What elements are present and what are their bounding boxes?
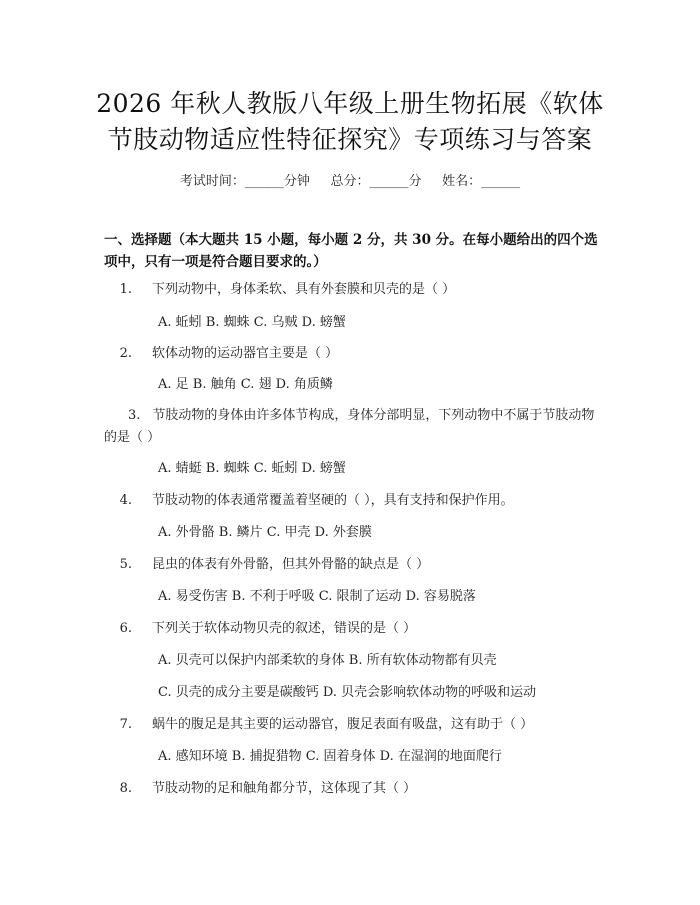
question-7-options: A. 感知环境 B. 捕捉猎物 C. 固着身体 D. 在湿润的地面爬行 bbox=[158, 749, 502, 764]
question-number: 7. bbox=[119, 717, 132, 732]
question-text: 下列动物中，身体柔软、具有外套膜和贝壳的是（ ） bbox=[152, 282, 456, 297]
question-number: 2. bbox=[119, 346, 132, 361]
question-number: 4. bbox=[119, 493, 132, 508]
question-6-options-line-1: A. 贝壳可以保护内部柔软的身体 B. 所有软体动物都有贝壳 bbox=[158, 653, 497, 668]
title-line-2: 节肢动物适应性特征探究》专项练习与答案 bbox=[107, 125, 593, 154]
question-7 bbox=[104, 714, 604, 736]
question-text: 蜗牛的腹足是其主要的运动器官，腹足表面有吸盘，这有助于（ ） bbox=[152, 717, 534, 732]
question-6 bbox=[104, 618, 604, 640]
question-number: 6. bbox=[119, 621, 132, 636]
question-text: 节肢动物的身体由许多体节构成，身体分部明显，下列动物中不属于节肢动物的是（ ） bbox=[104, 408, 595, 445]
question-2-options: A. 足 B. 触角 C. 翅 D. 角质鳞 bbox=[158, 377, 333, 392]
question-4-options: A. 外骨骼 B. 鳞片 C. 甲壳 D. 外套膜 bbox=[158, 525, 372, 540]
question-1-options: A. 蚯蚓 B. 蜘蛛 C. 乌贼 D. 螃蟹 bbox=[158, 315, 346, 330]
question-8 bbox=[104, 778, 604, 800]
question-number: 5. bbox=[119, 557, 132, 572]
question-text: 昆虫的体表有外骨骼，但其外骨骼的缺点是（ ） bbox=[152, 557, 430, 572]
question-3 bbox=[104, 405, 604, 449]
question-number: 1. bbox=[119, 282, 132, 297]
section-heading: 一、选择题（本大题共 15 小题，每小题 2 分，共 30 分。在每小题给出的四个选项中，只有一项是符合题目要求的。） bbox=[104, 232, 598, 270]
question-number: 3. bbox=[128, 408, 141, 423]
question-1 bbox=[104, 279, 604, 301]
title-line-1: 2026 年秋人教版八年级上册生物拓展《软体 bbox=[96, 89, 604, 118]
question-text: 节肢动物的足和触角都分节，这体现了其（ ） bbox=[152, 781, 417, 796]
question-5-options: A. 易受伤害 B. 不利于呼吸 C. 限制了运动 D. 容易脱落 bbox=[158, 589, 476, 604]
question-3-options: A. 蜻蜓 B. 蜘蛛 C. 蚯蚓 D. 螃蟹 bbox=[158, 461, 346, 476]
question-text: 节肢动物的体表通常覆盖着坚硬的（ ），具有支持和保护作用。 bbox=[152, 493, 514, 508]
question-6-options-line-2: C. 贝壳的成分主要是碳酸钙 D. 贝壳会影响软体动物的呼吸和运动 bbox=[158, 685, 537, 700]
question-text: 下列关于软体动物贝壳的叙述，错误的是（ ） bbox=[152, 621, 417, 636]
question-text: 软体动物的运动器官主要是（ ） bbox=[152, 346, 339, 361]
question-number: 8. bbox=[119, 781, 132, 796]
question-5 bbox=[104, 554, 604, 576]
exam-info: 考试时间：______分钟 总分：______分 姓名：______ bbox=[179, 174, 521, 189]
question-4 bbox=[104, 490, 604, 512]
question-2 bbox=[104, 343, 604, 365]
